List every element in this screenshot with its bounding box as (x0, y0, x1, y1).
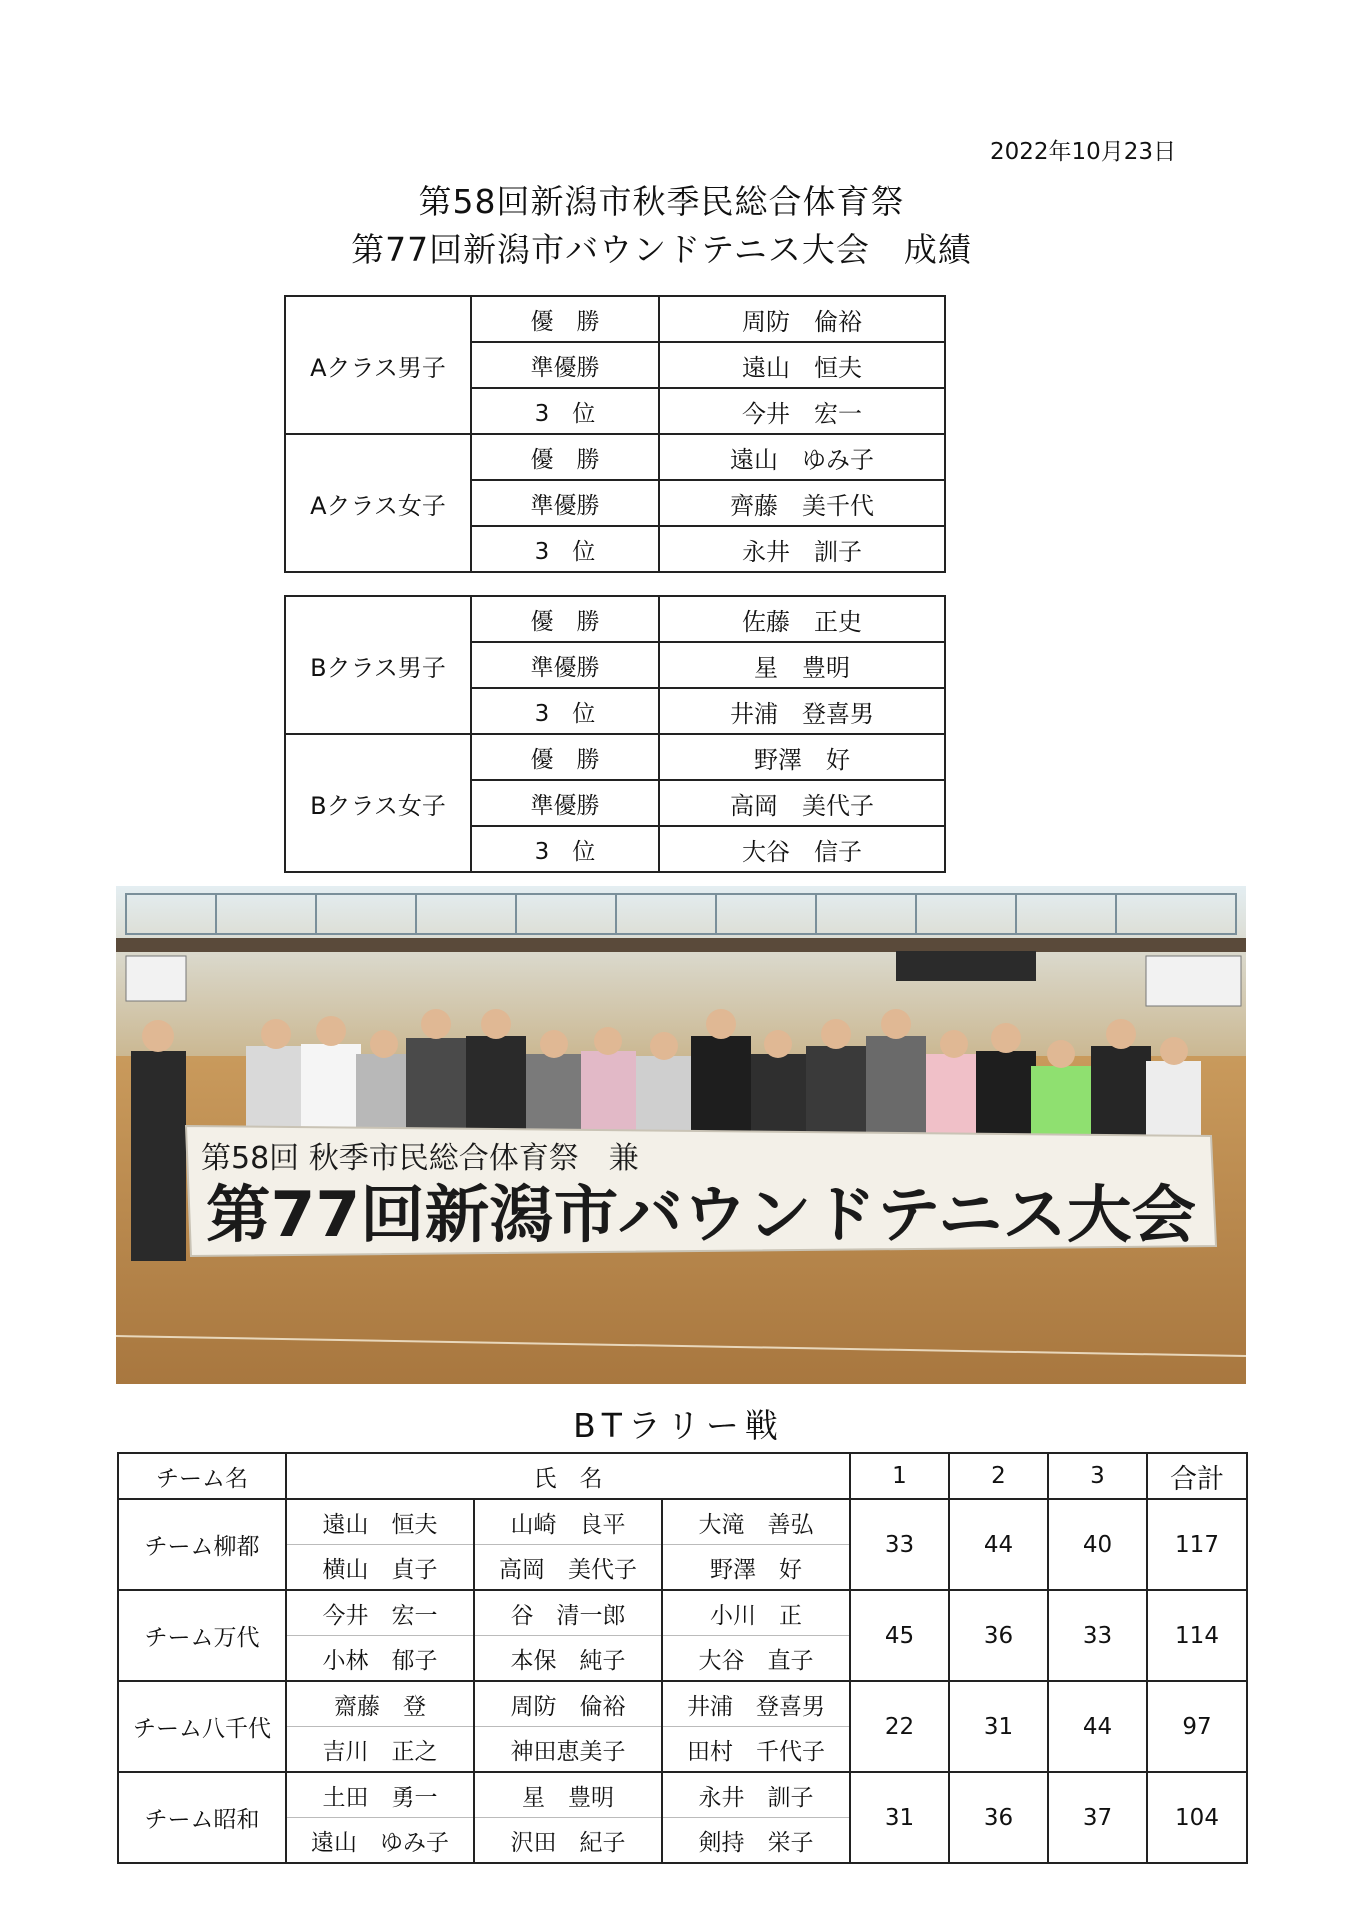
member-name: 小林 郁子 (286, 1636, 474, 1682)
member-name: 田村 千代子 (662, 1727, 850, 1773)
score-game-2: 44 (949, 1499, 1048, 1590)
team-name: チーム柳都 (118, 1499, 286, 1590)
member-name: 小川 正 (662, 1590, 850, 1636)
header-game-2: 2 (949, 1453, 1048, 1499)
member-name: 遠山 恒夫 (286, 1499, 474, 1545)
winner-name: 井浦 登喜男 (659, 688, 945, 734)
class-label: Bクラス男子 (285, 596, 471, 734)
member-name: 齋藤 登 (286, 1681, 474, 1727)
winner-name: 周防 倫裕 (659, 296, 945, 342)
member-name: 神田恵美子 (474, 1727, 662, 1773)
table-row (118, 1590, 1247, 1636)
rank-label: 3 位 (471, 526, 659, 572)
banner (186, 1126, 1216, 1256)
rank-label: 準優勝 (471, 642, 659, 688)
member-name: 遠山 ゆみ子 (286, 1818, 474, 1864)
basketball-backboard-left (126, 956, 186, 1001)
score-game-3: 40 (1048, 1499, 1147, 1590)
member-name: 谷 清一郎 (474, 1590, 662, 1636)
winner-name: 高岡 美代子 (659, 780, 945, 826)
member-name: 剣持 栄子 (662, 1818, 850, 1864)
rank-label: 優 勝 (471, 434, 659, 480)
class-label: Aクラス女子 (285, 434, 471, 572)
team-name: チーム八千代 (118, 1681, 286, 1772)
score-game-1: 33 (850, 1499, 949, 1590)
member-name: 山崎 良平 (474, 1499, 662, 1545)
member-name: 周防 倫裕 (474, 1681, 662, 1727)
team-name: チーム万代 (118, 1590, 286, 1681)
rally-title: BTラリー戦 (573, 1406, 784, 1445)
winner-name: 遠山 ゆみ子 (659, 434, 945, 480)
scoreboard (896, 951, 1036, 981)
member-name: 大滝 善弘 (662, 1499, 850, 1545)
header-total: 合計 (1147, 1453, 1247, 1499)
member-name: 大谷 直子 (662, 1636, 850, 1682)
header-game-1: 1 (850, 1453, 949, 1499)
score-game-1: 45 (850, 1590, 949, 1681)
results-table-b-class (284, 595, 946, 873)
banner-line-1: 第58回 秋季市民総合体育祭 兼 (201, 1141, 639, 1176)
member-name: 高岡 美代子 (474, 1545, 662, 1591)
score-game-1: 31 (850, 1772, 949, 1863)
winner-name: 野澤 好 (659, 734, 945, 780)
group-photo-illustration (116, 886, 1246, 1384)
table-row (118, 1499, 1247, 1545)
winner-name: 遠山 恒夫 (659, 342, 945, 388)
score-game-2: 36 (949, 1590, 1048, 1681)
score-total: 97 (1147, 1681, 1247, 1772)
rank-label: 優 勝 (471, 734, 659, 780)
winner-name: 星 豊明 (659, 642, 945, 688)
member-name: 本保 純子 (474, 1636, 662, 1682)
table-row (118, 1681, 1247, 1727)
title-line-2: 第77回新潟市バウンドテニス大会 成績 (351, 230, 972, 269)
member-name: 星 豊明 (474, 1772, 662, 1818)
rank-label: 準優勝 (471, 780, 659, 826)
score-game-3: 37 (1048, 1772, 1147, 1863)
member-name: 土田 勇一 (286, 1772, 474, 1818)
group-photo (116, 886, 1246, 1384)
class-label: Bクラス女子 (285, 734, 471, 872)
member-name: 井浦 登喜男 (662, 1681, 850, 1727)
rank-label: 準優勝 (471, 480, 659, 526)
winner-name: 永井 訓子 (659, 526, 945, 572)
banner-line-2: 第77回新潟市バウンドテニス大会 (206, 1178, 1196, 1251)
member-name: 今井 宏一 (286, 1590, 474, 1636)
score-game-3: 44 (1048, 1681, 1147, 1772)
winner-name: 大谷 信子 (659, 826, 945, 872)
header-names: 氏 名 (286, 1453, 850, 1499)
title-line-1: 第58回新潟市秋季民総合体育祭 (418, 182, 905, 221)
rank-label: 優 勝 (471, 596, 659, 642)
member-name: 沢田 紀子 (474, 1818, 662, 1864)
member-name: 永井 訓子 (662, 1772, 850, 1818)
basketball-backboard-right (1146, 956, 1241, 1006)
class-label: Aクラス男子 (285, 296, 471, 434)
rank-label: 3 位 (471, 388, 659, 434)
score-game-2: 36 (949, 1772, 1048, 1863)
score-total: 117 (1147, 1499, 1247, 1590)
rank-label: 準優勝 (471, 342, 659, 388)
winner-name: 佐藤 正史 (659, 596, 945, 642)
score-total: 104 (1147, 1772, 1247, 1863)
header-team: チーム名 (118, 1453, 286, 1499)
rank-label: 3 位 (471, 826, 659, 872)
table-row (118, 1772, 1247, 1818)
score-game-1: 22 (850, 1681, 949, 1772)
member-name: 野澤 好 (662, 1545, 850, 1591)
score-total: 114 (1147, 1590, 1247, 1681)
rank-label: 優 勝 (471, 296, 659, 342)
member-name: 横山 貞子 (286, 1545, 474, 1591)
team-name: チーム昭和 (118, 1772, 286, 1863)
member-name: 吉川 正之 (286, 1727, 474, 1773)
results-table-a-class (284, 295, 946, 573)
rank-label: 3 位 (471, 688, 659, 734)
winner-name: 齊藤 美千代 (659, 480, 945, 526)
document-date: 2022年10月23日 (990, 139, 1177, 165)
header-game-3: 3 (1048, 1453, 1147, 1499)
score-game-3: 33 (1048, 1590, 1147, 1681)
score-game-2: 31 (949, 1681, 1048, 1772)
rally-table (117, 1452, 1248, 1864)
winner-name: 今井 宏一 (659, 388, 945, 434)
